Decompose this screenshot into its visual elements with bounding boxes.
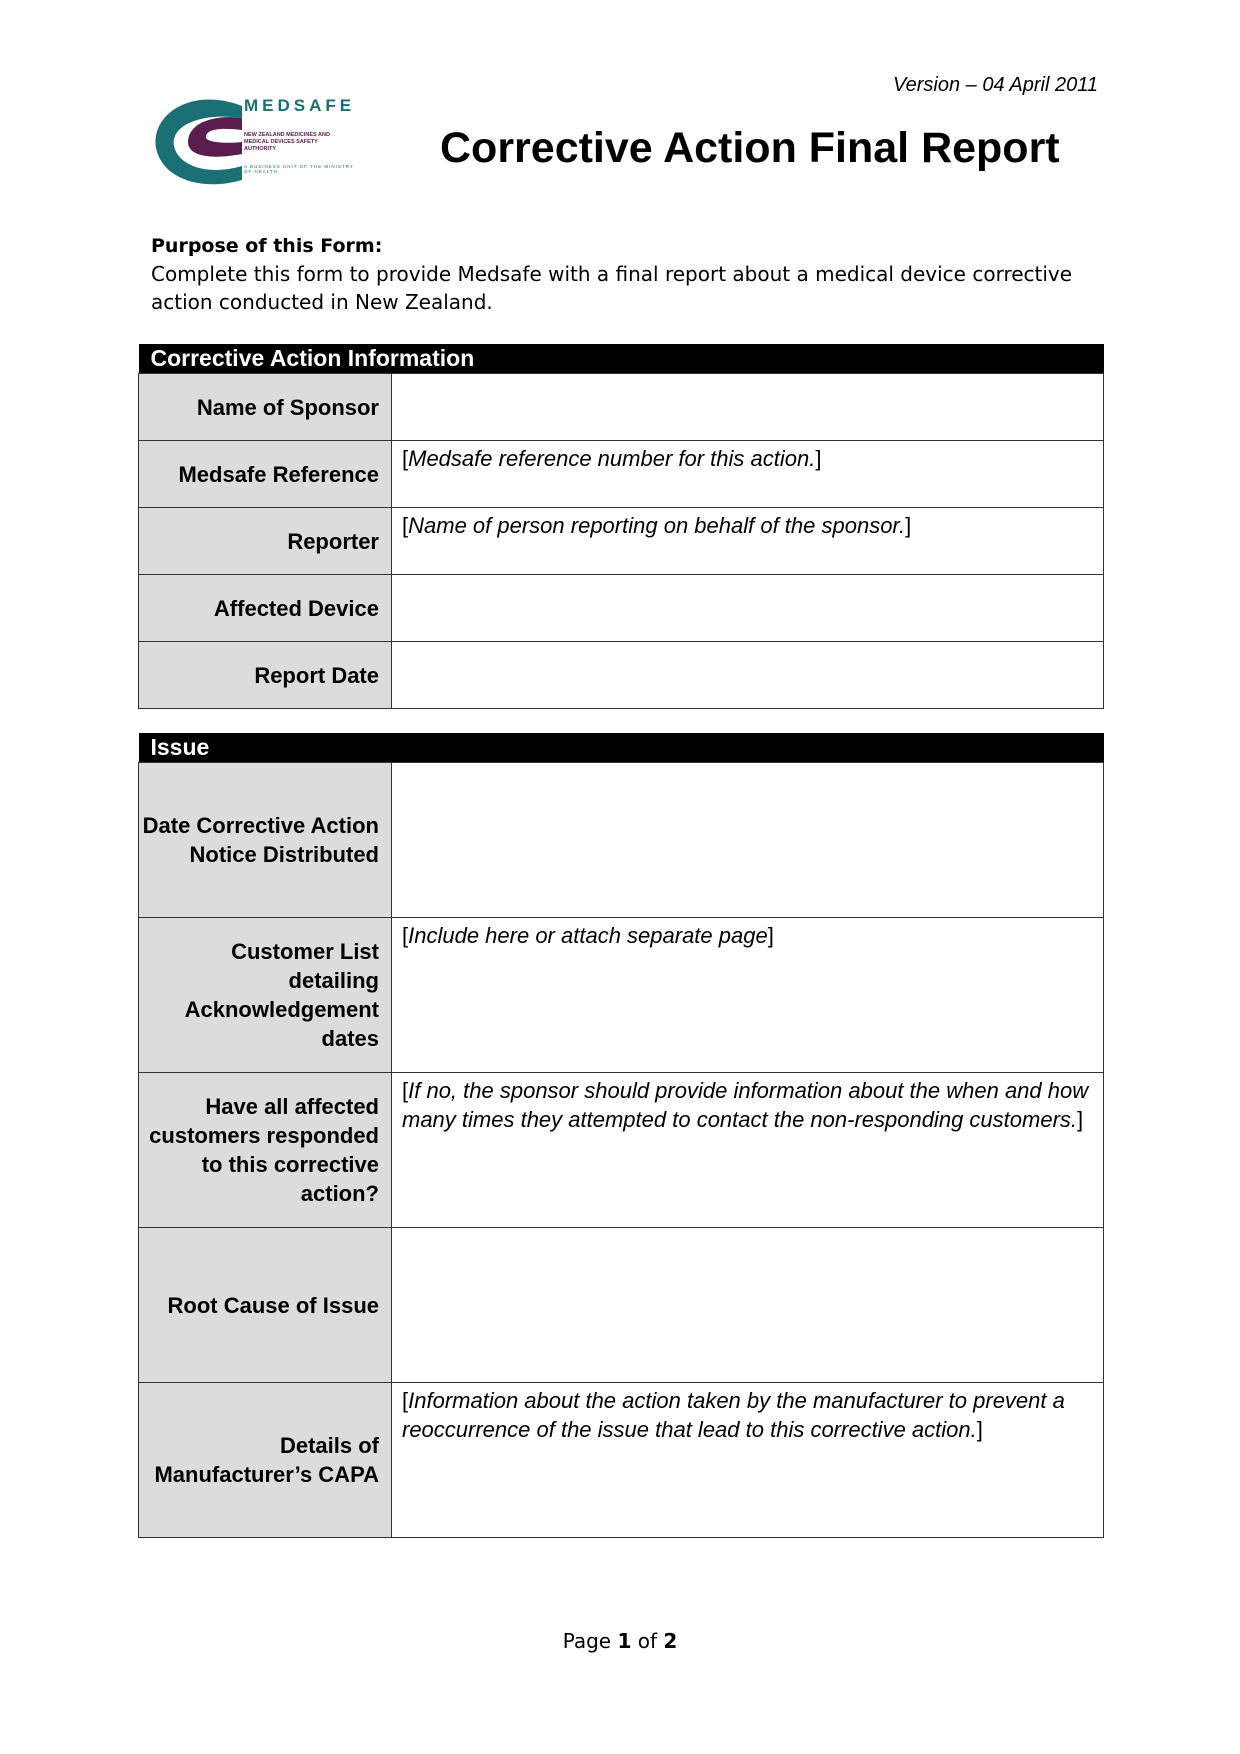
field-hint: Medsafe reference number for this action. [408,446,816,471]
table-row [139,1073,1104,1228]
table-row [139,1228,1104,1383]
field-label: Reporter [139,508,392,575]
field-hint: Include here or attach separate page [408,923,768,948]
report-date-field[interactable] [392,642,1104,709]
page-total: 2 [663,1629,678,1653]
table-row [139,575,1104,642]
field-label: Date Corrective Action Notice Distributed [139,763,392,918]
customers-responded-field[interactable]: [If no, the sponsor should provide information about the when and how many times they attempted to contact the non-responding customers.] [392,1073,1104,1228]
issue-table [138,733,1104,1538]
purpose-section [151,232,1091,316]
sponsor-name-field[interactable] [392,374,1104,441]
field-hint: If no, the sponsor should provide information about the when and how many times they attempted to contact the non-responding customers. [402,1078,1089,1132]
manufacturer-capa-field[interactable]: [Information about the action taken by the manufacturer to prevent a reoccurrence of the issue that lead to this corrective action.] [392,1383,1104,1538]
page-label: Page [562,1629,612,1653]
table-row [139,374,1104,441]
logo-tagline: A BUSINESS UNIT OF THE MINISTRY OF HEALTH [244,164,354,174]
field-label: Affected Device [139,575,392,642]
customer-list-field[interactable]: [Include here or attach separate page] [392,918,1104,1073]
reporter-field[interactable]: [Name of person reporting on behalf of the sponsor.] [392,508,1104,575]
table-row [139,642,1104,709]
table-row [139,763,1104,918]
table-row [139,441,1104,508]
page-number [0,1629,1240,1653]
field-label: Report Date [139,642,392,709]
section-header: Issue [139,733,1104,763]
purpose-text: Complete this form to provide Medsafe with a final report about a medical device corrective action conducted in New Zealand. [151,262,1073,314]
table-row [139,508,1104,575]
page-of: of [637,1629,658,1653]
notice-distributed-date-field[interactable] [392,763,1104,918]
purpose-heading: Purpose of this Form: [151,235,383,257]
field-hint: Name of person reporting on behalf of the sponsor. [408,513,906,538]
field-label: Root Cause of Issue [139,1228,392,1383]
field-label: Details of Manufacturer’s CAPA [139,1383,392,1538]
logo-subtitle: NEW ZEALAND MEDICINES AND MEDICAL DEVICES SAFETY AUTHORITY [244,132,330,152]
section-header: Corrective Action Information [139,344,1104,374]
page-title: Corrective Action Final Report [440,124,1060,172]
field-label: Have all affected customers responded to this corrective action? [139,1073,392,1228]
field-hint: Information about the action taken by the manufacturer to prevent a reoccurrence of the issue that lead to this corrective action. [402,1388,1065,1442]
field-label: Customer List detailing Acknowledgement dates [139,918,392,1073]
logo-name: MEDSAFE [244,96,356,115]
field-label: Name of Sponsor [139,374,392,441]
corrective-action-information-table [138,344,1104,709]
medsafe-logo [150,96,360,188]
root-cause-field[interactable] [392,1228,1104,1383]
affected-device-field[interactable] [392,575,1104,642]
table-row [139,1383,1104,1538]
medsafe-reference-field[interactable]: [Medsafe reference number for this action.] [392,441,1104,508]
version-text: Version – 04 April 2011 [893,74,1098,96]
logo-swoosh-icon [150,96,242,188]
field-label: Medsafe Reference [139,441,392,508]
table-row [139,918,1104,1073]
page-current: 1 [617,1629,632,1653]
